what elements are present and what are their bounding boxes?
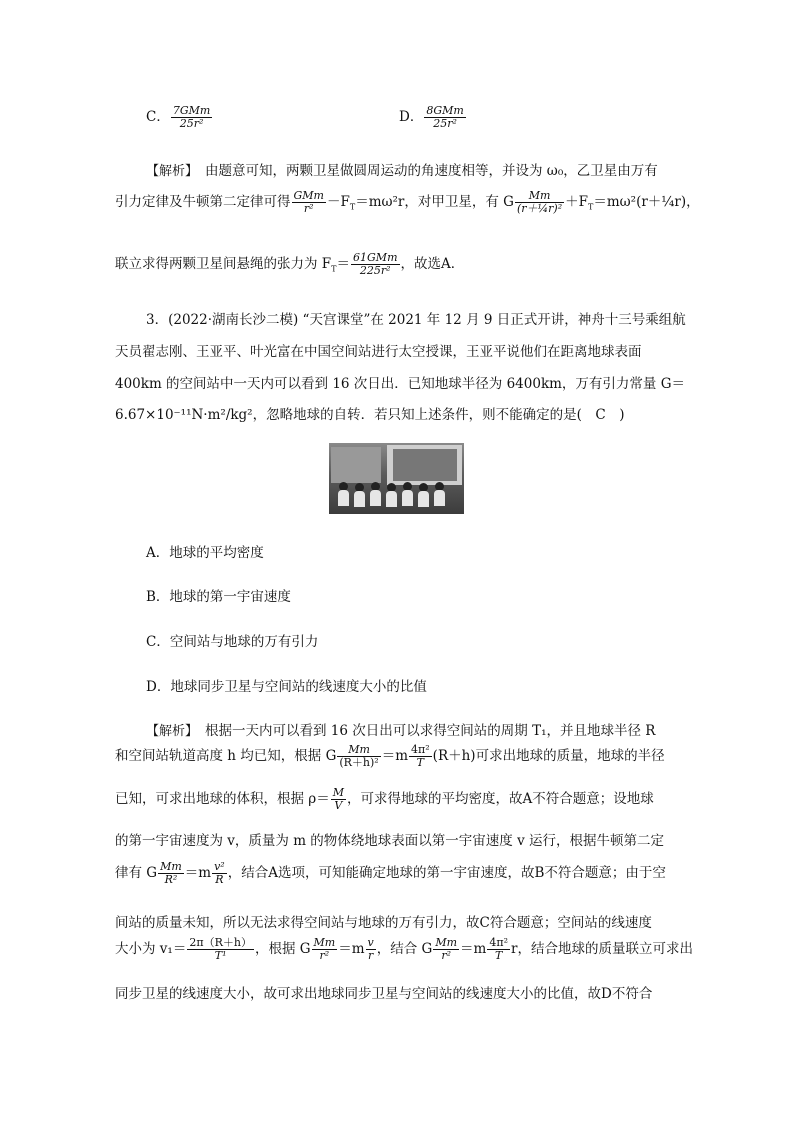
option-c: C．空间站与地球的万有引力 [146,634,319,650]
analysis2-line5: 律有 G $\frac{Mm}{\text{R²}}$ ＝m $\frac{\text{v²}}{R}$ ，结合A选项，可知能确定地球的第一宇宙速度，故B不符合题意；由于空 [115,860,666,886]
analysis2-line1: 【解析】 根据一天内可以看到 16 次日出可以求得空间站的周期 T₁，并且地球半径 R [146,723,656,739]
audience-figures [335,482,455,512]
analysis-tag: 【解析】 [146,164,192,179]
question3-line4: 6.67×10⁻¹¹N·m²/kg²，忽略地球的自转．若只知上述条件，则不能确定的是( C ) [115,407,625,423]
analysis2-line7: 大小为 v₁＝ $\frac{2\pi(R+h)}{\text{T¹}}$ ，根据 G $\frac{Mm}{\text{r²}}$ ＝m $\frac{v}{r}$ ，结合 G $\frac{Mm}{\text{r²}}$ ＝m $\frac{\text{4π²}}{T}$ r，结合地球的质量联立可求出 [115,936,693,962]
question3-line3: 400km 的空间站中一天内可以看到 16 次日出．已知地球半径为 6400km，万有引力常量 G＝ [115,376,686,392]
analysis2-line8: 同步卫星的线速度大小，故可求出地球同步卫星与空间站的线速度大小的比值，故D不符合 [115,986,653,1002]
option-c-top [146,105,213,130]
option-c-fraction: $\frac{\text{7GMm}}{\text{25r²}}$ [172,104,211,130]
question3-line2: 天员翟志刚、王亚平、叶光富在中国空间站进行太空授课，王亚平说他们在距离地球表面 [115,344,642,360]
analysis1-line2: 引力定律及牛顿第二定律可得 $\frac{\text{GMm}}{\text{r²}}$ $-F_T=m\omega^2r$，对甲卫星，有 G $\frac{Mm}{\text{(r＋¼r)²}}$ $+F_T=m\omega^2(r+\frac{1}{4}r)$， [115,189,700,215]
analysis-tag: 【解析】 [146,724,192,739]
option-b: B．地球的第一宇宙速度 [146,589,291,605]
option-d-fraction: $\frac{\text{8GMm}}{\text{25r²}}$ [426,104,464,130]
option-a: A．地球的平均密度 [146,545,264,561]
analysis2-line3: 已知，可求出地球的体积，根据 ρ＝ $\frac{M}{V}$ ，可求得地球的平均密度，故A不符合题意；设地球 [115,786,654,812]
question3-line1: 3．(2022·湖南长沙二模) “天宫课堂”在 2021 年 12 月 9 日正式开讲，神舟十三号乘组航 [146,312,686,328]
analysis2-line4: 的第一宇宙速度为 v，质量为 m 的物体绕地球表面以第一宇宙速度 v 运行，根据牛顿第二定 [115,833,665,849]
option-d-top [399,105,467,130]
analysis1-line1: 【解析】 由题意可知，两颗卫星做圆周运动的角速度相等，并设为 ω₀，乙卫星由万有 [146,163,658,179]
option-d: D．地球同步卫星与空间站的线速度大小的比值 [146,679,427,695]
analysis1-line3: 联立求得两颗卫星间悬绳的张力为 $F_T=$ $\frac{\text{61GMm}}{\text{225r²}}$ ，故选A． [115,251,465,277]
analysis2-line2: 和空间站轨道高度 h 均已知，根据 G $\frac{Mm}{\text{(R＋h)²}}$ ＝m $\frac{\text{4π²}}{T}$ (R＋h)可求出地球的质量，地球的半径 [115,743,665,769]
option-d-label: D． [399,109,424,125]
classroom-photo [329,443,464,514]
option-c-label: C． [146,109,170,125]
analysis2-line6: 间站的质量未知，所以无法求得空间站与地球的万有引力，故C符合题意；空间站的线速度 [115,915,652,931]
